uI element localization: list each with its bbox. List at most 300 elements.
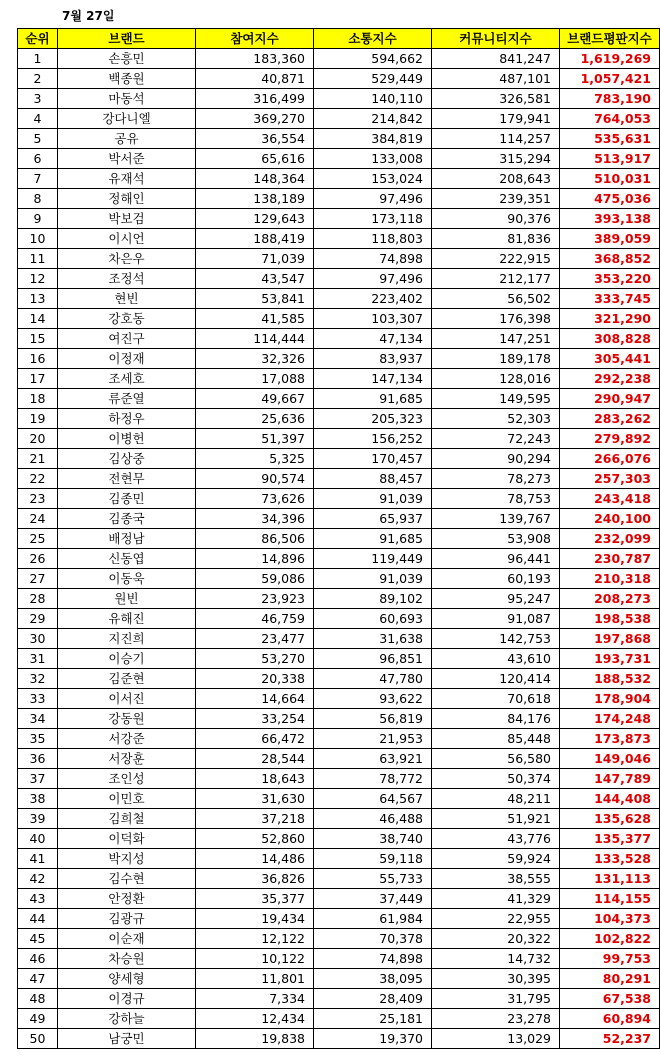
table-row: [18, 569, 660, 589]
brand-name-cell: 공유: [58, 129, 196, 149]
reputation-score-cell: 240,100: [560, 509, 660, 529]
community-cell: 85,448: [432, 729, 560, 749]
brand-name-cell: 박보검: [58, 209, 196, 229]
brand-name-cell: 서장훈: [58, 749, 196, 769]
communication-cell: 170,457: [314, 449, 432, 469]
communication-cell: 91,685: [314, 389, 432, 409]
participation-cell: 14,896: [196, 549, 314, 569]
community-cell: 487,101: [432, 69, 560, 89]
rank-cell: 17: [18, 369, 58, 389]
table-row: [18, 89, 660, 109]
community-cell: 81,836: [432, 229, 560, 249]
reputation-score-cell: 283,262: [560, 409, 660, 429]
table-row: [18, 689, 660, 709]
community-cell: 13,029: [432, 1029, 560, 1049]
community-cell: 315,294: [432, 149, 560, 169]
participation-cell: 90,574: [196, 469, 314, 489]
communication-cell: 97,496: [314, 189, 432, 209]
date-label: 7월 27일: [62, 9, 115, 23]
rank-cell: 33: [18, 689, 58, 709]
reputation-score-cell: 135,628: [560, 809, 660, 829]
community-cell: 147,251: [432, 329, 560, 349]
reputation-score-cell: 783,190: [560, 89, 660, 109]
participation-cell: 36,554: [196, 129, 314, 149]
community-cell: 90,294: [432, 449, 560, 469]
rank-cell: 40: [18, 829, 58, 849]
rank-cell: 19: [18, 409, 58, 429]
rank-cell: 34: [18, 709, 58, 729]
table-row: [18, 709, 660, 729]
brand-name-cell: 현빈: [58, 289, 196, 309]
brand-name-cell: 김종국: [58, 509, 196, 529]
table-row: [18, 629, 660, 649]
community-cell: 91,087: [432, 609, 560, 629]
table-row: [18, 969, 660, 989]
brand-name-cell: 이덕화: [58, 829, 196, 849]
brand-name-cell: 강동원: [58, 709, 196, 729]
rank-cell: 22: [18, 469, 58, 489]
brand-name-cell: 정해인: [58, 189, 196, 209]
rank-cell: 28: [18, 589, 58, 609]
participation-cell: 46,759: [196, 609, 314, 629]
community-cell: 95,247: [432, 589, 560, 609]
participation-cell: 138,189: [196, 189, 314, 209]
reputation-score-cell: 513,917: [560, 149, 660, 169]
reputation-score-cell: 173,873: [560, 729, 660, 749]
communication-cell: 119,449: [314, 549, 432, 569]
participation-cell: 23,477: [196, 629, 314, 649]
communication-cell: 37,449: [314, 889, 432, 909]
community-cell: 56,502: [432, 289, 560, 309]
community-cell: 84,176: [432, 709, 560, 729]
communication-cell: 55,733: [314, 869, 432, 889]
participation-cell: 369,270: [196, 109, 314, 129]
rank-cell: 20: [18, 429, 58, 449]
table-row: [18, 589, 660, 609]
participation-cell: 53,270: [196, 649, 314, 669]
rank-cell: 42: [18, 869, 58, 889]
rank-cell: 5: [18, 129, 58, 149]
brand-name-cell: 남궁민: [58, 1029, 196, 1049]
reputation-score-cell: 149,046: [560, 749, 660, 769]
rank-cell: 9: [18, 209, 58, 229]
participation-cell: 23,923: [196, 589, 314, 609]
community-cell: 96,441: [432, 549, 560, 569]
rank-cell: 21: [18, 449, 58, 469]
rank-cell: 24: [18, 509, 58, 529]
community-cell: 78,273: [432, 469, 560, 489]
communication-cell: 156,252: [314, 429, 432, 449]
reputation-score-cell: 67,538: [560, 989, 660, 1009]
table-row: [18, 669, 660, 689]
reputation-score-cell: 475,036: [560, 189, 660, 209]
participation-cell: 53,841: [196, 289, 314, 309]
reputation-score-cell: 52,237: [560, 1029, 660, 1049]
participation-cell: 43,547: [196, 269, 314, 289]
community-cell: 23,278: [432, 1009, 560, 1029]
community-cell: 53,908: [432, 529, 560, 549]
brand-reputation-table: [17, 28, 660, 1049]
table-row: [18, 829, 660, 849]
reputation-score-cell: 305,441: [560, 349, 660, 369]
brand-name-cell: 지진희: [58, 629, 196, 649]
communication-cell: 83,937: [314, 349, 432, 369]
communication-cell: 31,638: [314, 629, 432, 649]
communication-cell: 88,457: [314, 469, 432, 489]
rank-cell: 7: [18, 169, 58, 189]
reputation-score-cell: 389,059: [560, 229, 660, 249]
participation-cell: 71,039: [196, 249, 314, 269]
communication-cell: 63,921: [314, 749, 432, 769]
rank-cell: 36: [18, 749, 58, 769]
table-row: [18, 409, 660, 429]
brand-name-cell: 여진구: [58, 329, 196, 349]
participation-cell: 35,377: [196, 889, 314, 909]
reputation-score-cell: 178,904: [560, 689, 660, 709]
participation-cell: 14,664: [196, 689, 314, 709]
table-row: [18, 169, 660, 189]
reputation-score-cell: 144,408: [560, 789, 660, 809]
brand-name-cell: 유해진: [58, 609, 196, 629]
community-cell: 43,610: [432, 649, 560, 669]
community-cell: 38,555: [432, 869, 560, 889]
participation-cell: 7,334: [196, 989, 314, 1009]
header-row: [18, 29, 660, 49]
reputation-score-cell: 279,892: [560, 429, 660, 449]
brand-name-cell: 강다니엘: [58, 109, 196, 129]
communication-cell: 223,402: [314, 289, 432, 309]
table-row: [18, 509, 660, 529]
community-cell: 59,924: [432, 849, 560, 869]
brand-name-cell: 이경규: [58, 989, 196, 1009]
reputation-score-cell: 102,822: [560, 929, 660, 949]
rank-cell: 27: [18, 569, 58, 589]
rank-cell: 26: [18, 549, 58, 569]
table-row: [18, 429, 660, 449]
participation-cell: 183,360: [196, 49, 314, 69]
communication-cell: 59,118: [314, 849, 432, 869]
table-row: [18, 229, 660, 249]
participation-cell: 5,325: [196, 449, 314, 469]
participation-cell: 14,486: [196, 849, 314, 869]
brand-name-cell: 박서준: [58, 149, 196, 169]
brand-name-cell: 배정남: [58, 529, 196, 549]
brand-name-cell: 차승원: [58, 949, 196, 969]
community-cell: 41,329: [432, 889, 560, 909]
table-row: [18, 1029, 660, 1049]
participation-cell: 12,122: [196, 929, 314, 949]
reputation-score-cell: 230,787: [560, 549, 660, 569]
table-row: [18, 449, 660, 469]
communication-cell: 65,937: [314, 509, 432, 529]
community-cell: 179,941: [432, 109, 560, 129]
reputation-score-cell: 208,273: [560, 589, 660, 609]
table-row: [18, 329, 660, 349]
table-row: [18, 809, 660, 829]
community-cell: 326,581: [432, 89, 560, 109]
brand-name-cell: 김수현: [58, 869, 196, 889]
table-row: [18, 349, 660, 369]
community-cell: 212,177: [432, 269, 560, 289]
rank-cell: 12: [18, 269, 58, 289]
rank-cell: 41: [18, 849, 58, 869]
reputation-score-cell: 266,076: [560, 449, 660, 469]
table-row: [18, 909, 660, 929]
table-row: [18, 69, 660, 89]
communication-cell: 93,622: [314, 689, 432, 709]
brand-name-cell: 이순재: [58, 929, 196, 949]
communication-cell: 140,110: [314, 89, 432, 109]
reputation-score-cell: 104,373: [560, 909, 660, 929]
communication-cell: 74,898: [314, 949, 432, 969]
reputation-score-cell: 198,538: [560, 609, 660, 629]
communication-cell: 89,102: [314, 589, 432, 609]
brand-name-cell: 조인성: [58, 769, 196, 789]
table-row: [18, 729, 660, 749]
table-row: [18, 649, 660, 669]
participation-cell: 25,636: [196, 409, 314, 429]
participation-cell: 65,616: [196, 149, 314, 169]
rank-cell: 3: [18, 89, 58, 109]
header-rank: 순위: [18, 29, 58, 49]
participation-cell: 20,338: [196, 669, 314, 689]
rank-cell: 32: [18, 669, 58, 689]
reputation-score-cell: 764,053: [560, 109, 660, 129]
reputation-score-cell: 257,303: [560, 469, 660, 489]
participation-cell: 59,086: [196, 569, 314, 589]
communication-cell: 153,024: [314, 169, 432, 189]
participation-cell: 73,626: [196, 489, 314, 509]
brand-name-cell: 이병헌: [58, 429, 196, 449]
reputation-score-cell: 321,290: [560, 309, 660, 329]
participation-cell: 52,860: [196, 829, 314, 849]
communication-cell: 21,953: [314, 729, 432, 749]
communication-cell: 91,039: [314, 569, 432, 589]
table-row: [18, 949, 660, 969]
communication-cell: 47,780: [314, 669, 432, 689]
rank-cell: 38: [18, 789, 58, 809]
table-row: [18, 249, 660, 269]
rank-cell: 6: [18, 149, 58, 169]
community-cell: 51,921: [432, 809, 560, 829]
rank-cell: 39: [18, 809, 58, 829]
table-row: [18, 109, 660, 129]
brand-name-cell: 유재석: [58, 169, 196, 189]
brand-name-cell: 서강준: [58, 729, 196, 749]
rank-cell: 4: [18, 109, 58, 129]
brand-name-cell: 박지성: [58, 849, 196, 869]
table-row: [18, 129, 660, 149]
rank-cell: 35: [18, 729, 58, 749]
community-cell: 222,915: [432, 249, 560, 269]
communication-cell: 56,819: [314, 709, 432, 729]
reputation-score-cell: 133,528: [560, 849, 660, 869]
table-row: [18, 489, 660, 509]
rank-cell: 10: [18, 229, 58, 249]
community-cell: 52,303: [432, 409, 560, 429]
community-cell: 208,643: [432, 169, 560, 189]
communication-cell: 19,370: [314, 1029, 432, 1049]
community-cell: 120,414: [432, 669, 560, 689]
reputation-score-cell: 1,057,421: [560, 69, 660, 89]
table-row: [18, 1009, 660, 1029]
table-row: [18, 529, 660, 549]
table-row: [18, 849, 660, 869]
reputation-score-cell: 333,745: [560, 289, 660, 309]
table-row: [18, 189, 660, 209]
communication-cell: 97,496: [314, 269, 432, 289]
community-cell: 60,193: [432, 569, 560, 589]
participation-cell: 316,499: [196, 89, 314, 109]
community-cell: 90,376: [432, 209, 560, 229]
participation-cell: 19,838: [196, 1029, 314, 1049]
rank-cell: 49: [18, 1009, 58, 1029]
reputation-score-cell: 131,113: [560, 869, 660, 889]
rank-cell: 16: [18, 349, 58, 369]
participation-cell: 41,585: [196, 309, 314, 329]
table-row: [18, 309, 660, 329]
reputation-score-cell: 210,318: [560, 569, 660, 589]
brand-name-cell: 손흥민: [58, 49, 196, 69]
rank-cell: 1: [18, 49, 58, 69]
table-row: [18, 289, 660, 309]
communication-cell: 96,851: [314, 649, 432, 669]
reputation-score-cell: 193,731: [560, 649, 660, 669]
community-cell: 114,257: [432, 129, 560, 149]
reputation-score-cell: 1,619,269: [560, 49, 660, 69]
communication-cell: 529,449: [314, 69, 432, 89]
reputation-score-cell: 114,155: [560, 889, 660, 909]
brand-name-cell: 류준열: [58, 389, 196, 409]
header-brand: 브랜드: [58, 29, 196, 49]
community-cell: 31,795: [432, 989, 560, 1009]
communication-cell: 28,409: [314, 989, 432, 1009]
reputation-score-cell: 232,099: [560, 529, 660, 549]
table-row: [18, 209, 660, 229]
communication-cell: 25,181: [314, 1009, 432, 1029]
community-cell: 50,374: [432, 769, 560, 789]
community-cell: 841,247: [432, 49, 560, 69]
brand-name-cell: 신동엽: [58, 549, 196, 569]
brand-name-cell: 강호동: [58, 309, 196, 329]
table-body: [18, 49, 660, 1049]
community-cell: 30,395: [432, 969, 560, 989]
reputation-score-cell: 99,753: [560, 949, 660, 969]
community-cell: 189,178: [432, 349, 560, 369]
brand-name-cell: 이서진: [58, 689, 196, 709]
rank-cell: 47: [18, 969, 58, 989]
reputation-score-cell: 135,377: [560, 829, 660, 849]
table-row: [18, 369, 660, 389]
reputation-score-cell: 243,418: [560, 489, 660, 509]
brand-name-cell: 백종원: [58, 69, 196, 89]
table-row: [18, 869, 660, 889]
participation-cell: 32,326: [196, 349, 314, 369]
communication-cell: 91,685: [314, 529, 432, 549]
reputation-score-cell: 188,532: [560, 669, 660, 689]
table-row: [18, 149, 660, 169]
rank-cell: 46: [18, 949, 58, 969]
communication-cell: 60,693: [314, 609, 432, 629]
participation-cell: 34,396: [196, 509, 314, 529]
rank-cell: 31: [18, 649, 58, 669]
brand-name-cell: 안정환: [58, 889, 196, 909]
communication-cell: 91,039: [314, 489, 432, 509]
reputation-score-cell: 60,894: [560, 1009, 660, 1029]
brand-name-cell: 조정석: [58, 269, 196, 289]
communication-cell: 47,134: [314, 329, 432, 349]
community-cell: 128,016: [432, 369, 560, 389]
reputation-score-cell: 510,031: [560, 169, 660, 189]
participation-cell: 188,419: [196, 229, 314, 249]
rank-cell: 11: [18, 249, 58, 269]
brand-name-cell: 김상중: [58, 449, 196, 469]
participation-cell: 10,122: [196, 949, 314, 969]
participation-cell: 114,444: [196, 329, 314, 349]
rank-cell: 15: [18, 329, 58, 349]
rank-cell: 13: [18, 289, 58, 309]
participation-cell: 17,088: [196, 369, 314, 389]
header-communication: 소통지수: [314, 29, 432, 49]
community-cell: 142,753: [432, 629, 560, 649]
reputation-score-cell: 308,828: [560, 329, 660, 349]
participation-cell: 148,364: [196, 169, 314, 189]
participation-cell: 11,801: [196, 969, 314, 989]
communication-cell: 118,803: [314, 229, 432, 249]
brand-name-cell: 이승기: [58, 649, 196, 669]
participation-cell: 19,434: [196, 909, 314, 929]
participation-cell: 37,218: [196, 809, 314, 829]
rank-cell: 18: [18, 389, 58, 409]
communication-cell: 205,323: [314, 409, 432, 429]
community-cell: 22,955: [432, 909, 560, 929]
communication-cell: 64,567: [314, 789, 432, 809]
table-row: [18, 389, 660, 409]
participation-cell: 51,397: [196, 429, 314, 449]
brand-name-cell: 김준현: [58, 669, 196, 689]
participation-cell: 18,643: [196, 769, 314, 789]
community-cell: 72,243: [432, 429, 560, 449]
communication-cell: 147,134: [314, 369, 432, 389]
rank-cell: 44: [18, 909, 58, 929]
reputation-score-cell: 353,220: [560, 269, 660, 289]
communication-cell: 74,898: [314, 249, 432, 269]
participation-cell: 12,434: [196, 1009, 314, 1029]
participation-cell: 31,630: [196, 789, 314, 809]
participation-cell: 40,871: [196, 69, 314, 89]
community-cell: 239,351: [432, 189, 560, 209]
communication-cell: 38,740: [314, 829, 432, 849]
community-cell: 14,732: [432, 949, 560, 969]
table-row: [18, 929, 660, 949]
community-cell: 56,580: [432, 749, 560, 769]
communication-cell: 133,008: [314, 149, 432, 169]
header-reputation-score: 브랜드평판지수: [560, 29, 660, 49]
rank-cell: 50: [18, 1029, 58, 1049]
community-cell: 78,753: [432, 489, 560, 509]
rank-cell: 29: [18, 609, 58, 629]
brand-name-cell: 김희철: [58, 809, 196, 829]
communication-cell: 173,118: [314, 209, 432, 229]
communication-cell: 70,378: [314, 929, 432, 949]
reputation-score-cell: 174,248: [560, 709, 660, 729]
brand-name-cell: 이민호: [58, 789, 196, 809]
reputation-score-cell: 368,852: [560, 249, 660, 269]
community-cell: 139,767: [432, 509, 560, 529]
table-row: [18, 549, 660, 569]
communication-cell: 384,819: [314, 129, 432, 149]
community-cell: 48,211: [432, 789, 560, 809]
